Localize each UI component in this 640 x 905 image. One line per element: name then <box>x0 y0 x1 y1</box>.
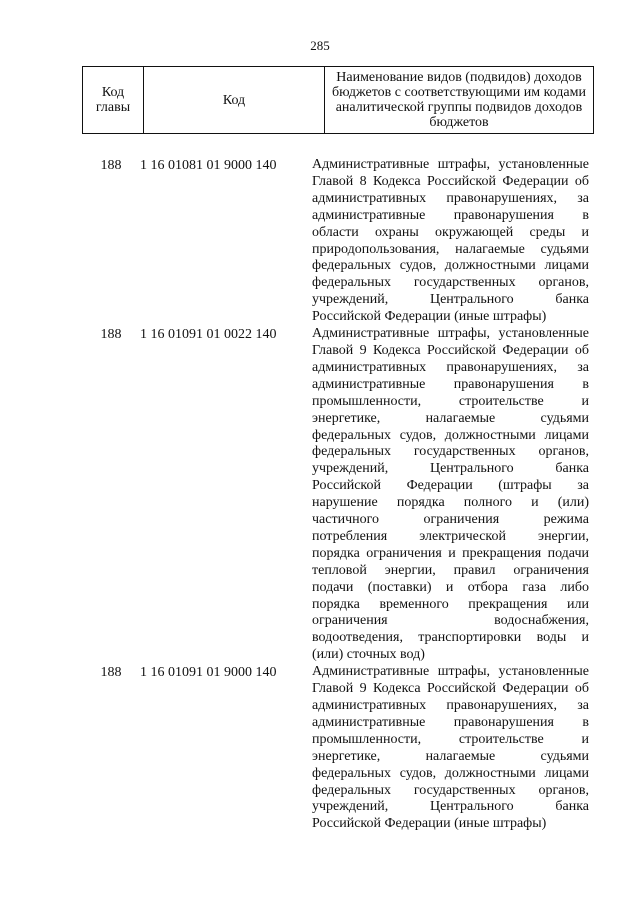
entries-list <box>82 157 594 833</box>
description-line: Административные штрафы, установленные <box>312 326 589 342</box>
description-line: промышленности, строительстве и <box>312 731 589 747</box>
description-line: Главой 9 Кодекса Российской Федерации об <box>312 681 589 697</box>
revenue-code: 1 16 01091 01 9000 140 <box>140 665 277 681</box>
revenue-description <box>312 326 589 664</box>
chapter-code: 188 <box>100 327 122 343</box>
chapter-code: 188 <box>100 158 122 173</box>
description-line: Главой 9 Кодекса Российской Федерации об <box>312 342 589 358</box>
description-line: энергетике, налагаемые судьями <box>312 410 589 426</box>
table-row <box>82 664 594 833</box>
description-line: Российской Федерации (иные штрафы) <box>312 309 547 325</box>
description-line: Российской Федерации (иные штрафы) <box>312 816 547 832</box>
description-line: ограничения водоснабжения, <box>312 613 589 629</box>
description-line: учреждений, Центрального банка <box>312 461 589 477</box>
description-line: учреждений, Центрального банка <box>312 799 589 815</box>
description-line: федеральных государственных органов, <box>312 782 589 798</box>
description-line: административных правонарушениях, за <box>312 698 589 713</box>
description-line: федеральных судов, должностными лицами <box>312 765 589 781</box>
description-line: административных правонарушениях, за <box>312 190 589 206</box>
description-line: подачи (поставки) и отбора газа либо <box>312 579 589 595</box>
description-line: учреждений, Центрального банка <box>312 292 589 308</box>
description-line: административные правонарушения в <box>312 207 589 223</box>
description-line: потребления электрической энергии, <box>312 528 589 544</box>
revenue-description <box>312 664 589 833</box>
revenue-code: 1 16 01081 01 9000 140 <box>140 158 277 173</box>
table-row <box>82 157 594 326</box>
description-line: (или) сточных вод) <box>312 647 425 663</box>
table-row <box>82 326 594 664</box>
revenue-description <box>312 157 589 326</box>
chapter-code: 188 <box>100 665 122 681</box>
description-line: Административные штрафы, установленные <box>312 157 589 172</box>
description-line: административные правонарушения в <box>312 714 589 730</box>
description-line: федеральных государственных органов, <box>312 444 589 460</box>
description-line: нарушение порядка полного и (или) <box>312 495 589 511</box>
description-line: Административные штрафы, установленные <box>312 664 589 680</box>
description-line: порядка временного прекращения или <box>312 596 589 612</box>
description-line: Главой 8 Кодекса Российской Федерации об <box>312 173 589 189</box>
header-chapter-code: Код главы <box>83 67 144 134</box>
description-line: административные правонарушения в <box>312 376 589 392</box>
header-name: Наименование видов (подвидов) доходов бюджетов с соответствующими им кодами аналитической группы подвидов доходов бюджетов <box>325 67 594 134</box>
description-line: водоотведения, транспортировки воды и <box>312 630 589 646</box>
description-line: частичного ограничения режима <box>312 512 589 528</box>
description-line: природопользования, налагаемые судьями <box>312 241 589 257</box>
header-code: Код <box>144 67 325 134</box>
page-number: 285 <box>310 38 330 53</box>
description-line: федеральных государственных органов, <box>312 275 589 291</box>
table-header <box>82 66 594 134</box>
description-line: промышленности, строительстве и <box>312 393 589 409</box>
description-line: федеральных судов, должностными лицами <box>312 258 589 274</box>
description-line: порядка ограничения и прекращения подачи <box>312 545 589 561</box>
description-line: тепловой энергии, правил ограничения <box>312 562 589 578</box>
description-line: энергетике, налагаемые судьями <box>312 748 589 764</box>
description-line: области охраны окружающей среды и <box>312 224 589 240</box>
description-line: федеральных судов, должностными лицами <box>312 427 589 443</box>
description-line: Российской Федерации (штрафы за <box>312 478 589 494</box>
description-line: административных правонарушениях, за <box>312 359 589 375</box>
revenue-code: 1 16 01091 01 0022 140 <box>140 327 277 343</box>
